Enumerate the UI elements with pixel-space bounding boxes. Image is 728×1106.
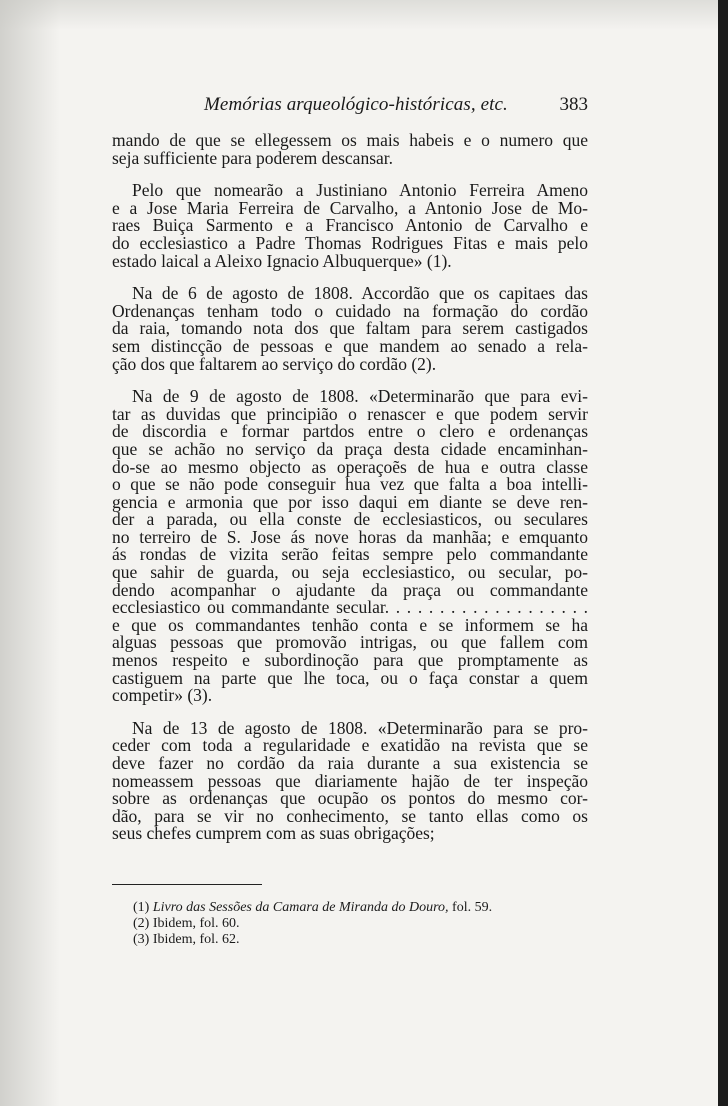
footnote-reference: Ibidem, fol. 62. — [152, 932, 240, 947]
footnote-marker: (2) — [133, 916, 150, 931]
footnote-reference: fol. 59. — [448, 900, 493, 915]
text-line: Ordenanças tenham todo o cuidado na formação do cordão — [112, 300, 588, 321]
body-text — [112, 132, 588, 858]
text-line: ção dos que faltarem ao serviço do cordão (2). — [112, 353, 437, 374]
text-line: sobre as ordenanças que ocupão os pontos do mesmo cor- — [112, 788, 588, 809]
text-line: ás rondas de vizita serão feitas sempre pelo commandante — [112, 544, 588, 565]
footnote-reference: Ibidem, fol. 60. — [152, 916, 240, 931]
text-line: seus chefes cumprem com as suas obrigações; — [112, 823, 435, 844]
text-line: do ecclesiastico a Padre Thomas Rodrigues Fitas e mais pelo — [112, 232, 588, 253]
text-line: no terreiro de S. Jose ás nove horas da manhãa; e emquanto — [112, 526, 588, 547]
page-header — [112, 94, 588, 120]
text-line: der a parada, ou ella conste de ecclesiasticos, ou seculares — [112, 509, 588, 530]
text-line: Na de 13 de agosto de 1808. «Determinarão para se pro- — [132, 717, 588, 738]
paragraph — [112, 182, 588, 270]
text-line: o que se não pode conseguir hua vez que falta a boa intelli- — [112, 474, 588, 495]
scan-border-right — [718, 0, 728, 1106]
scan-shadow-top — [0, 0, 728, 30]
footnote — [133, 916, 573, 932]
footnote — [133, 932, 573, 948]
footnotes — [133, 900, 573, 948]
text-line: e que os commandantes tenhão conta e se informem se ha — [112, 614, 588, 635]
footnote-marker: (1) — [133, 900, 150, 915]
paragraph — [112, 717, 588, 844]
text-line: que sahir de guarda, ou seja ecclesiastico, ou secular, po- — [112, 562, 588, 583]
text-line: seja sufficiente para poderem descansar. — [112, 147, 394, 168]
text-line: castiguem na parte que lhe toca, ou o faça constar a quem — [112, 667, 588, 688]
text-line: e a Jose Maria Ferreira de Carvalho, a Antonio Jose de Mo- — [112, 197, 588, 218]
text-line: tar as duvidas que principião o renascer e que podem servir — [112, 403, 588, 424]
text-line: Pelo que nomearão a Justiniano Antonio Ferreira Ameno — [132, 180, 588, 201]
text-line: do-se ao mesmo objecto as operaçoẽs de hua e outra classe — [112, 456, 588, 477]
running-title: Memórias arqueológico-históricas, etc. — [204, 94, 508, 115]
scan-shadow-left — [0, 0, 60, 1106]
page-number: 383 — [559, 94, 588, 115]
text-line: gencia e armonia que por isso daqui em diante se deve ren- — [112, 491, 588, 512]
text-line: competir» (3). — [112, 685, 213, 706]
text-line: Na de 9 de agosto de 1808. «Determinarão que para evi- — [132, 386, 588, 407]
text-line: alguas pessoas que promovão intrigas, ou que fallem com — [112, 632, 588, 653]
paragraph — [112, 285, 588, 373]
text-line: ecclesiastico ou commandante secular. . . . . . . . . . . . . . . . . . . — [112, 597, 588, 618]
paragraph — [112, 132, 588, 167]
footnote-rule — [112, 884, 262, 885]
text-line: mando de que se ellegessem os mais habeis e o numero que — [112, 130, 588, 150]
footnote-source-title: Livro das Sessões da Camara de Miranda do Douro, — [152, 900, 449, 915]
text-line: deve fazer no cordão da raia durante a sua existencia se — [112, 753, 588, 773]
text-line: sem distincção de pessoas e que mandem ao senado a rela- — [112, 335, 588, 356]
footnote — [133, 900, 573, 916]
text-line: menos respeito e subordinoção para que promptamente as — [112, 650, 588, 671]
paragraph — [112, 388, 588, 705]
text-line: de discordia e formar partdos entre o clero e ordenanças — [112, 421, 588, 442]
text-line: dendo acompanhar o ajudante da praça ou commandante — [112, 579, 588, 600]
text-line: ceder com toda a regularidade e exatidão na revista que se — [112, 735, 588, 756]
text-line: que se achão no serviço da praça desta cidade encaminhan- — [112, 438, 588, 459]
text-line: raes Buiça Sarmento e a Francisco Antonio de Carvalho e — [112, 215, 588, 236]
text-line: dão, para se vir no conhecimento, se tanto ellas como os — [112, 805, 588, 826]
text-line: Na de 6 de agosto de 1808. Accordão que os capitaes das — [132, 283, 588, 304]
text-line: nomeassem pessoas que diariamente hajão de ter inspeção — [112, 770, 588, 791]
footnote-marker: (3) — [133, 932, 150, 947]
text-line: da raia, tomando nota dos que faltam para serem castigados — [112, 318, 588, 339]
text-line: estado laical a Aleixo Ignacio Albuquerque» (1). — [112, 250, 452, 271]
